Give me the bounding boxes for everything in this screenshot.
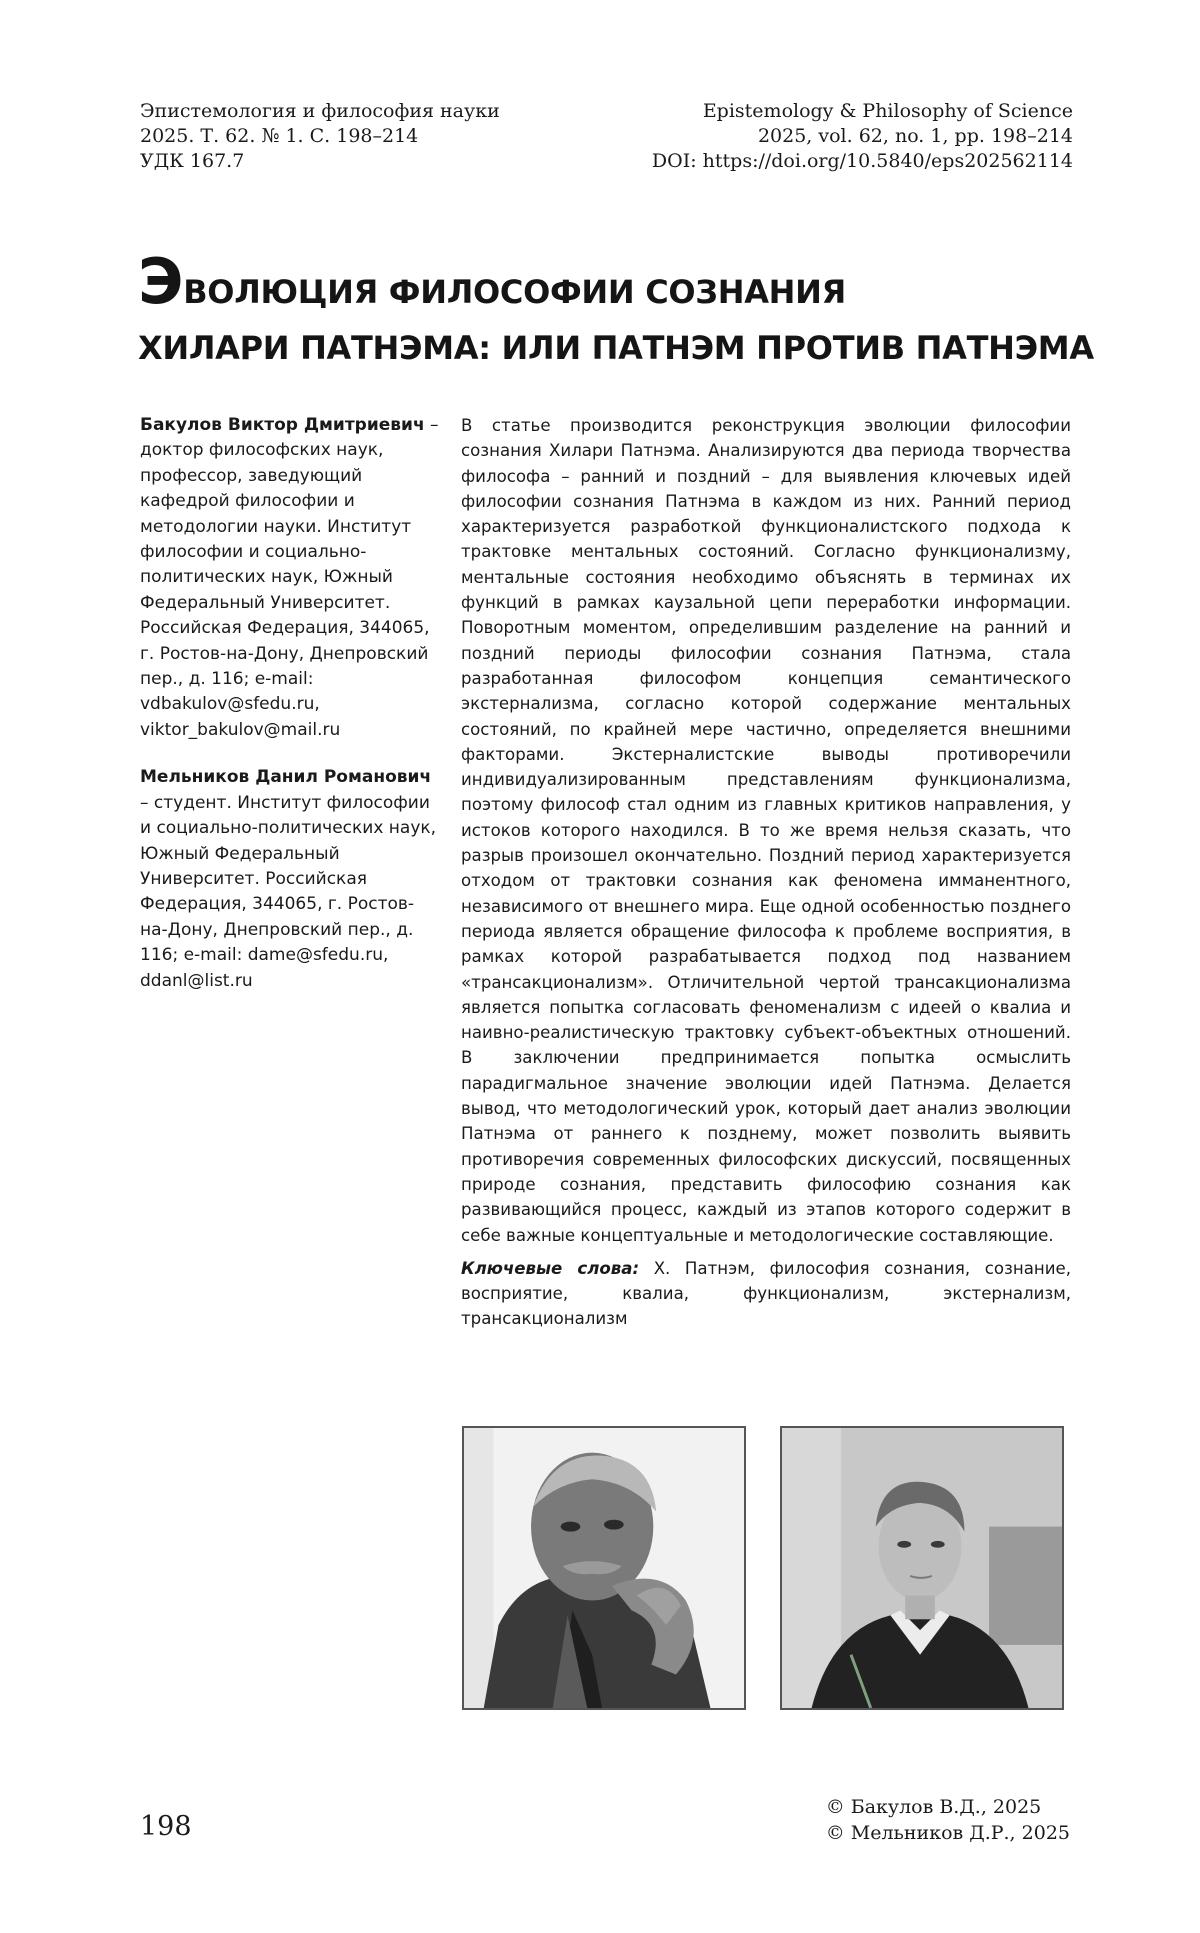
- article-title: [138, 245, 1098, 372]
- keywords-label: Ключевые слова:: [461, 1258, 640, 1278]
- keywords-text: Х. Патнэм, философия сознания, сознание, восприятие, квалиа, функционализм, экстернализм, трансакционализм: [461, 1258, 1071, 1329]
- author-2-photo: [780, 1426, 1064, 1710]
- title-line-1-rest: ВОЛЮЦИЯ ФИЛОСОФИИ СОЗНАНИЯ: [183, 273, 846, 311]
- author-2-bio: – студент. Институт философии и социально-политических наук, Южный Федеральный Университет. Российская Федерация, 344065, г. Ростов-на-Дону, Днепровский пер., д. 116; e-mail: dame@sfedu.ru, ddanl@list.ru: [140, 792, 437, 991]
- author-1-portrait-image: [464, 1428, 744, 1708]
- author-2-name: Мельников Данил Романович: [140, 767, 432, 788]
- copyright-block: [826, 1794, 1070, 1846]
- journal-header-en: [652, 99, 1073, 174]
- copyright-author-1: © Бакулов В.Д., 2025: [825, 1796, 1042, 1818]
- title-initial: Э: [138, 245, 184, 318]
- udc-code: УДК 167.7: [140, 150, 245, 172]
- journal-name-ru: Эпистемология и философия науки: [140, 100, 500, 122]
- page-number: 198: [140, 1811, 192, 1842]
- issue-info-ru: 2025. Т. 62. № 1. С. 198–214: [140, 125, 419, 147]
- journal-header-ru: [140, 99, 500, 174]
- copyright-author-2: © Мельников Д.Р., 2025: [825, 1822, 1070, 1844]
- author-info-column: [140, 413, 440, 1016]
- issue-info-en: 2025, vol. 62, no. 1, pp. 198–214: [757, 125, 1073, 147]
- author-1-name: Бакулов Виктор Дмитриевич: [140, 415, 425, 435]
- abstract-text: В статье производится реконструкция эволюции философии сознания Хилари Патнэма. Анализируются два периода творчества философа – ранний и поздний – для выявления ключевых идей философии сознания Патнэма в каждом из них. Ранний период характеризуется разработкой функционалистского подхода к трактовке ментальных состояний. Согласно функционализму, ментальные состояния необходимо объяснять в терминах их функций в рамках каузальной цепи переработки информации. Поворотным моментом, определившим разделение на ранний и поздний периоды философии сознания Патнэма, стала разработанная философом концепция семантического экстернализма, согласно которой содержание ментальных состояний, по крайней мере частично, определяется внешними факторами. Экстерналистские выводы противоречили индивидуализированным представлениям функционализма, поэтому философ стал одним из главных критиков направления, у истоков которого находился. В то же время нельзя сказать, что разрыв произошел окончательно. Поздний период характеризуется отходом от трактовки сознания как феномена имманентного, независимого от внешнего мира. Еще одной особенностью позднего периода является обращение философа к проблеме восприятия, в рамках которой разрабатывается подход под названием «трансакционализм». Отличительной чертой трансакционализма является попытка согласовать феноменализм с идеей о квалиа и наивно-реалистическую трактовку субъект-объектных отношений. В заключении предпринимается попытка осмыслить парадигмальное значение эволюции идей Патнэма. Делается вывод, что методологический урок, который дает анализ эволюции Патнэма от раннего к позднему, может позволить выявить противоречия современных философских дискуссий, посвященных природе сознания, представить философию сознания как развивающийся процесс, каждый из этапов которого содержит в себе важные концептуальные и методологические составляющие.: [461, 416, 1071, 1245]
- doi-link[interactable]: DOI: https://doi.org/10.5840/eps202562114: [651, 150, 1073, 172]
- author-2: [140, 765, 440, 994]
- keywords: [461, 1256, 1071, 1332]
- author-1: [140, 413, 440, 743]
- title-line-2: ХИЛАРИ ПАТНЭМА: ИЛИ ПАТНЭМ ПРОТИВ ПАТНЭМА: [138, 329, 1094, 367]
- author-1-bio: – доктор философских наук, профессор, заведующий кафедрой философии и методологии науки. Институт философии и социально-политических наук, Южный Федеральный Университет. Российская Федерация, 344065, г. Ростов-на-Дону, Днепровский пер., д. 116; e-mail: vdbakulov@sfedu.ru, viktor_bakulov@mail.ru: [140, 415, 439, 740]
- title-line-1: [138, 245, 1098, 318]
- author-1-photo: [462, 1426, 746, 1710]
- abstract-column: [461, 413, 1071, 1332]
- author-2-portrait-image: [782, 1428, 1062, 1708]
- journal-name-en: Epistemology & Philosophy of Science: [702, 100, 1073, 122]
